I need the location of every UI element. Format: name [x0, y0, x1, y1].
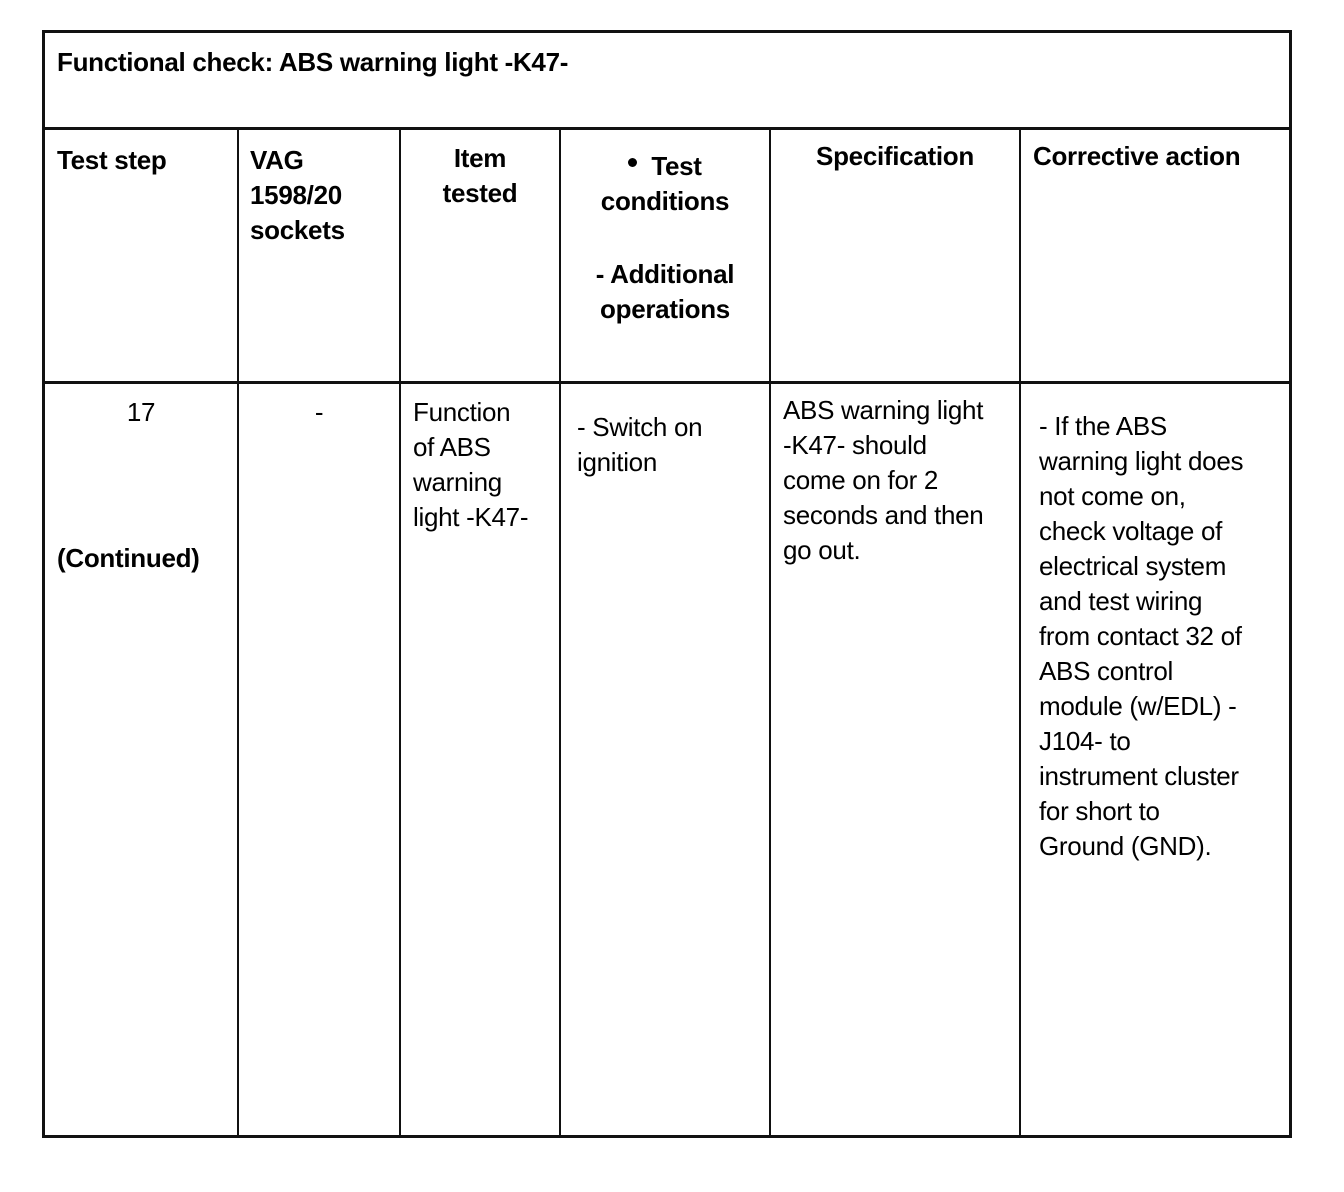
table-title-row	[45, 33, 1289, 130]
item-line: Function	[413, 397, 511, 427]
header-vag-sockets	[250, 143, 345, 248]
column-divider-5	[1019, 130, 1021, 1135]
header-specification: Specification	[816, 141, 974, 171]
corrective-line: module (w/EDL) -	[1039, 691, 1237, 721]
header-test-conditions	[561, 149, 769, 327]
corrective-line: ABS control	[1039, 656, 1173, 686]
spec-line: -K47- should	[783, 430, 927, 460]
corrective-line: from contact 32 of	[1039, 621, 1242, 651]
header-item-line1: Item	[453, 143, 507, 173]
conditions-line: ignition	[577, 447, 657, 477]
header-test-step: Test step	[57, 145, 167, 175]
cell-step-number: 17	[126, 397, 156, 427]
header-item-line2: tested	[442, 178, 518, 208]
test-table	[42, 30, 1292, 1138]
cell-step-continued: (Continued)	[57, 543, 200, 573]
corrective-line: J104- to	[1039, 726, 1131, 756]
corrective-line: electrical system	[1039, 551, 1227, 581]
corrective-line: - If the ABS	[1039, 411, 1167, 441]
column-divider-2	[399, 130, 401, 1135]
cell-sockets: -	[314, 397, 324, 427]
table-title: Functional check: ABS warning light -K47-	[57, 47, 569, 77]
cell-item-tested	[413, 395, 528, 535]
cell-specification	[783, 393, 983, 568]
corrective-line: and test wiring	[1039, 586, 1203, 616]
cell-test-conditions	[577, 410, 702, 480]
spec-line: go out.	[783, 535, 861, 565]
item-line: warning	[413, 467, 502, 497]
column-divider-4	[769, 130, 771, 1135]
header-vag-line2: 1598/20	[250, 180, 342, 210]
corrective-line: check voltage of	[1039, 516, 1223, 546]
spec-line: seconds and then	[783, 500, 984, 530]
corrective-line: Ground (GND).	[1039, 831, 1212, 861]
header-cond-line1: Test	[651, 151, 702, 181]
spec-line: come on for 2	[783, 465, 939, 495]
header-vag-line1: VAG	[250, 145, 304, 175]
header-cond-line4: operations	[600, 294, 730, 324]
column-divider-1	[237, 130, 239, 1135]
conditions-line: - Switch on	[577, 412, 703, 442]
bullet-icon	[628, 158, 637, 167]
corrective-line: warning light does	[1039, 446, 1244, 476]
cell-corrective-action	[1039, 409, 1243, 864]
corrective-line: not come on,	[1039, 481, 1186, 511]
header-corrective-action: Corrective action	[1033, 141, 1241, 171]
header-cond-line2: conditions	[600, 186, 730, 216]
header-item-tested	[401, 141, 559, 211]
item-line: light -K47-	[413, 502, 529, 532]
item-line: of ABS	[413, 432, 491, 462]
header-cond-line3: - Additional	[595, 259, 735, 289]
corrective-line: for short to	[1039, 796, 1160, 826]
header-divider	[45, 381, 1289, 384]
header-vag-line3: sockets	[250, 215, 345, 245]
corrective-line: instrument cluster	[1039, 761, 1239, 791]
spec-line: ABS warning light	[783, 395, 984, 425]
